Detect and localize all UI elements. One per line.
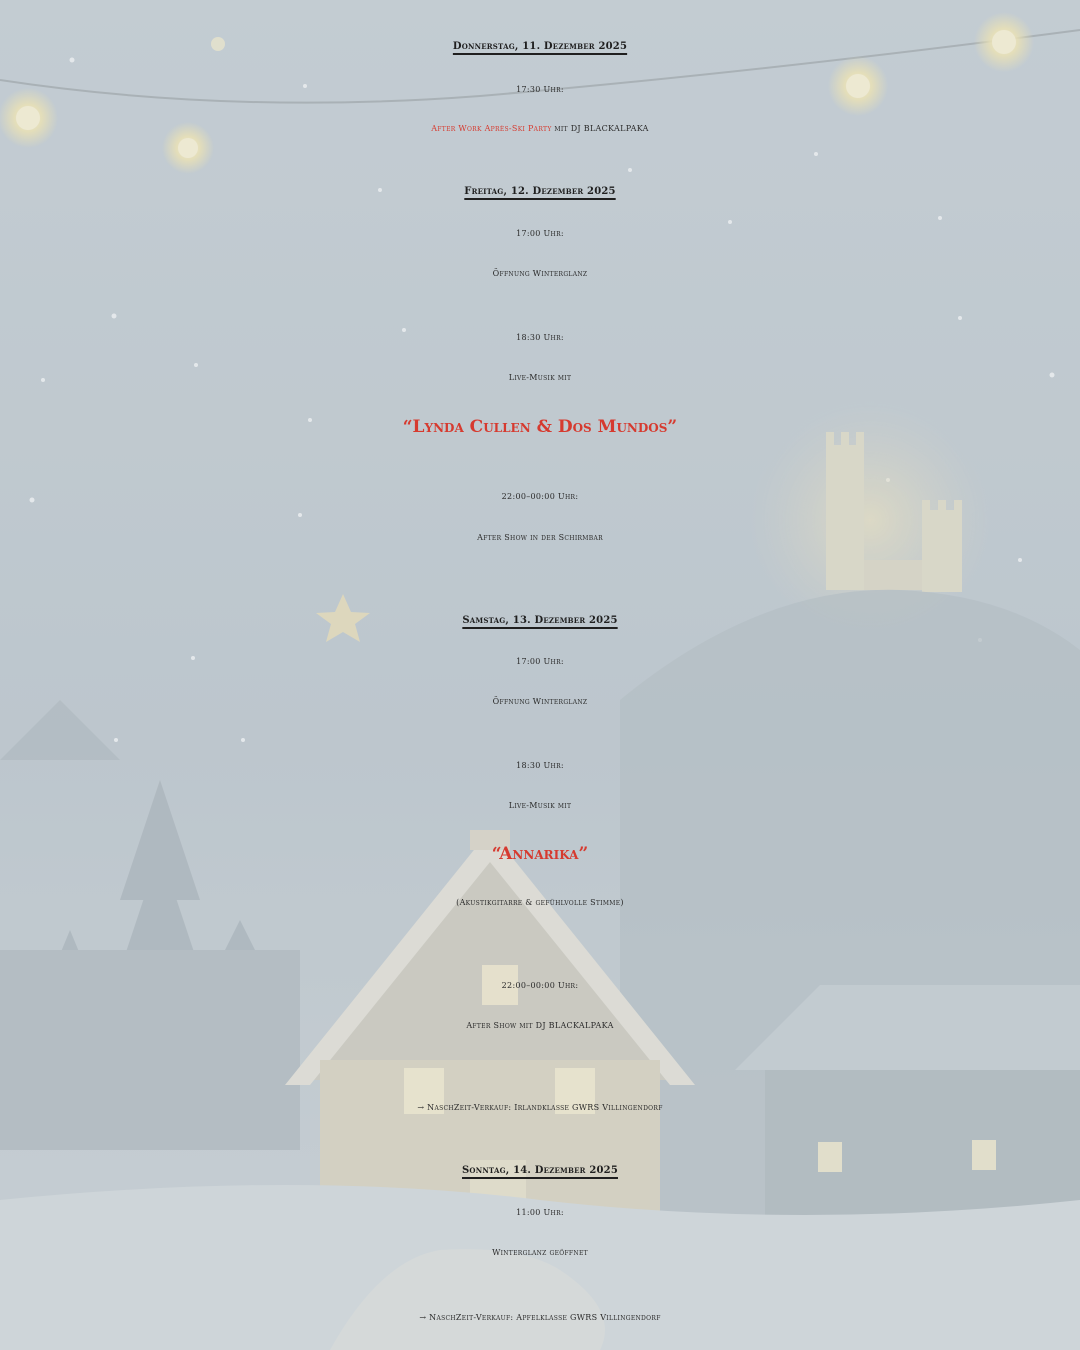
artist-note-saturday: (Akustikgitarre & gefühlvolle Stimme) xyxy=(456,898,624,907)
event-thursday xyxy=(0,125,1080,133)
time-friday-2: 18:30 Uhr: xyxy=(516,333,564,342)
time-thursday: 17:30 Uhr: xyxy=(516,85,564,94)
event-saturday-1: Öffnung Winterglanz xyxy=(492,697,588,706)
date-heading-sunday: Sonntag, 14. Dezember 2025 xyxy=(462,1165,618,1176)
time-saturday-3: 22:00–00:00 Uhr: xyxy=(501,981,579,990)
sale-sunday: → NaschZeit-Verkauf: Apfelklasse GWRS Villingendorf xyxy=(419,1313,661,1322)
event-sunday-1: Winterglanz geöffnet xyxy=(492,1248,588,1257)
time-saturday-2: 18:30 Uhr: xyxy=(516,761,564,770)
artist-friday: “Lynda Cullen & Dos Mundos” xyxy=(402,417,678,437)
artist-saturday: “Annarika” xyxy=(491,844,589,864)
event-rest: mit DJ BLACKALPAKA xyxy=(551,124,649,133)
time-saturday-1: 17:00 Uhr: xyxy=(516,657,564,666)
event-saturday-3: After Show mit DJ BLACKALPAKA xyxy=(466,1021,614,1030)
event-friday-3: After Show in der Schirmbar xyxy=(477,533,603,542)
time-friday-1: 17:00 Uhr: xyxy=(516,229,564,238)
event-friday-2: Live-Musik mit xyxy=(508,373,572,382)
sale-saturday: → NaschZeit-Verkauf: Irlandklasse GWRS Villingendorf xyxy=(417,1103,663,1112)
time-friday-3: 22:00–00:00 Uhr: xyxy=(501,492,579,501)
event-friday-1: Öffnung Winterglanz xyxy=(492,269,588,278)
event-highlight: After Work Après-Ski Party xyxy=(431,124,552,133)
date-heading-friday: Freitag, 12. Dezember 2025 xyxy=(464,186,616,197)
event-saturday-2: Live-Musik mit xyxy=(508,801,572,810)
date-heading-saturday: Samstag, 13. Dezember 2025 xyxy=(462,615,618,626)
time-sunday-1: 11:00 Uhr: xyxy=(516,1208,564,1217)
date-heading-thursday: Donnerstag, 11. Dezember 2025 xyxy=(452,41,628,52)
